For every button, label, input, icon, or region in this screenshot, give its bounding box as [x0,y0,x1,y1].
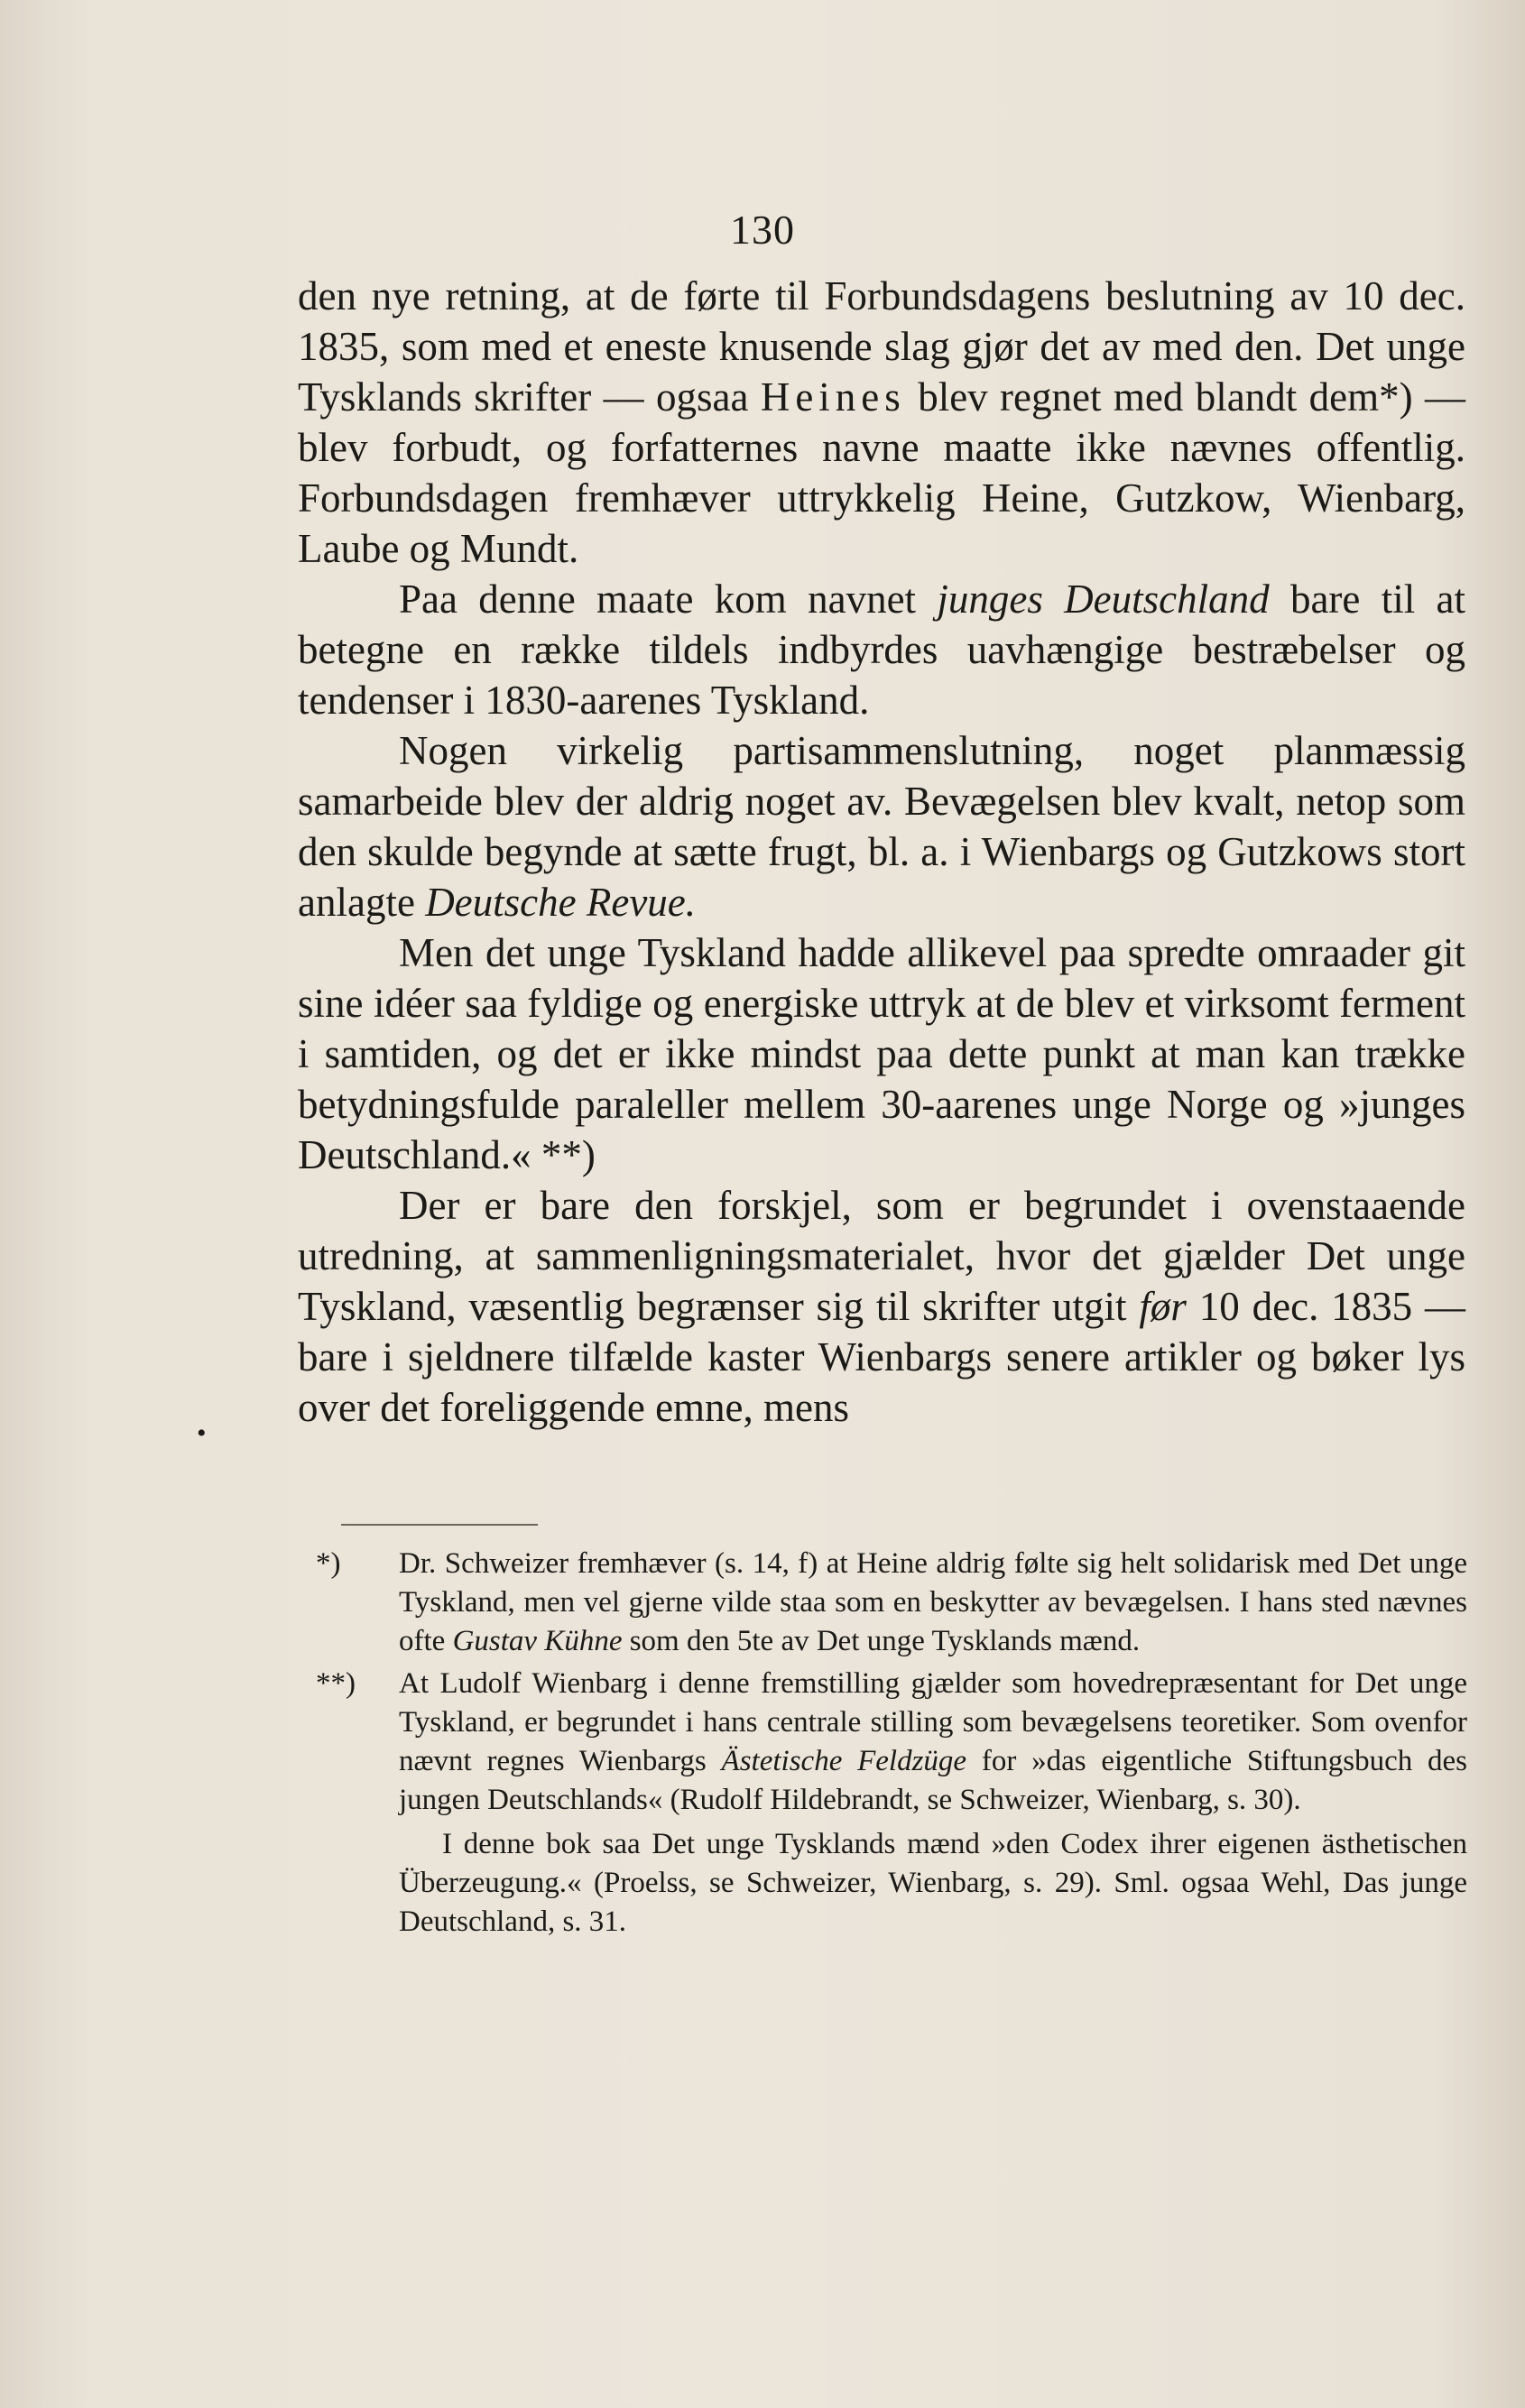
main-text [298,271,1465,1433]
paragraph-2-italic: junges Deutschland [937,577,1270,622]
margin-bullet: • [197,1418,207,1448]
paragraph-2-part-a: Paa denne maate kom navnet [399,577,938,622]
footnote-1-italic: Gustav Kühne [452,1625,623,1657]
paragraph-2 [298,574,1465,725]
footnotes [316,1545,1467,1942]
footnote-2 [316,1665,1467,1820]
paragraph-1-spaced-name: Heines [760,374,906,420]
paragraph-5 [298,1180,1465,1433]
footnote-1 [316,1545,1467,1661]
page-number: 130 [730,207,795,253]
footnote-2-italic: Ästetische Feldzüge [721,1745,967,1777]
paragraph-1-part-a: den nye retning, at de førte til Forbundsdagens beslutning av 10 dec. 1835, som med et eneste knusende slag gjør det av med den. Det unge Tysklands skrifter — ogsaa [298,273,1465,420]
footnote-1-marker: *) [316,1547,341,1580]
paragraph-3-part-a: Nogen virkelig partisammenslutning, noget planmæssig samarbeide blev der aldrig noget av. Bevægelsen blev kvalt, netop som den skulde begynde at sætte frugt, bl. a. i Wienbargs og Gutzkows stort anlagte [298,728,1465,925]
footnote-2-part-b: for »das eigentliche Stiftungsbuch des jungen Deutschlands« (Rudolf Hildebrandt, se Schweizer, Wienbarg, s. 30). [399,1745,1467,1816]
footnote-2-continuation: I denne bok saa Det unge Tysklands mænd »den Codex ihrer eigenen ästhetischen Überzeugung.« (Proelss, se Schweizer, Wienbarg, s. 29). Sml. ogsaa Wehl, Das junge Deutschland, s. 31. [399,1828,1467,1938]
paragraph-5-italic: før [1139,1284,1187,1329]
footnote-divider [341,1524,538,1526]
footnote-1-part-b: som den 5te av Det unge Tysklands mænd. [622,1625,1141,1657]
paragraph-3 [298,725,1465,927]
footnote-1-part-a: Dr. Schweizer fremhæver (s. 14, f) at Heine aldrig følte sig helt solidarisk med Det unge Tyskland, men vel gjerne vilde staa som en beskytter av bevægelsen. I hans sted nævnes ofte [399,1547,1467,1657]
paragraph-1-part-b: blev regnet med blandt dem*) — blev forbudt, og forfatternes navne maatte ikke nævnes offentlig. Forbundsdagen fremhæver uttrykkelig Heine, Gutzkow, Wienbarg, Laube og Mundt. [298,374,1465,571]
paragraph-3-italic: Deutsche Revue. [425,880,697,925]
paragraph-2-part-b: bare til at betegne en række tildels indbyrdes uavhængige bestræbelser og tendenser i 1830-aarenes Tyskland. [298,577,1465,723]
paragraph-4: Men det unge Tyskland hadde allikevel paa spredte omraader git sine idéer saa fyldige og energiske uttryk at de blev et virksomt ferment i samtiden, og det er ikke mindst paa dette punkt at man kan trække betydningsfulde paraleller mellem 30-aarenes unge Norge og »junges Deutschland.« **) [298,930,1465,1177]
paragraph-5-part-b: 10 dec. 1835 — bare i sjeldnere tilfælde kaster Wienbargs senere artikler og bøker lys over det foreliggende emne, mens [298,1284,1466,1430]
paragraph-5-part-a: Der er bare den forskjel, som er begrundet i ovenstaaende utredning, at sammenligningsmaterialet, hvor det gjælder Det unge Tyskland, væsentlig begrænser sig til skrifter utgit [298,1183,1465,1329]
footnote-2-marker: **) [316,1667,356,1700]
footnote-2-part-a: At Ludolf Wienbarg i denne fremstilling gjælder som hovedrepræsentant for Det unge Tyskland, er begrundet i hans centrale stilling som bevægelsens teoretiker. Som ovenfor nævnt regnes Wienbargs [399,1667,1467,1777]
paragraph-1 [298,271,1465,574]
